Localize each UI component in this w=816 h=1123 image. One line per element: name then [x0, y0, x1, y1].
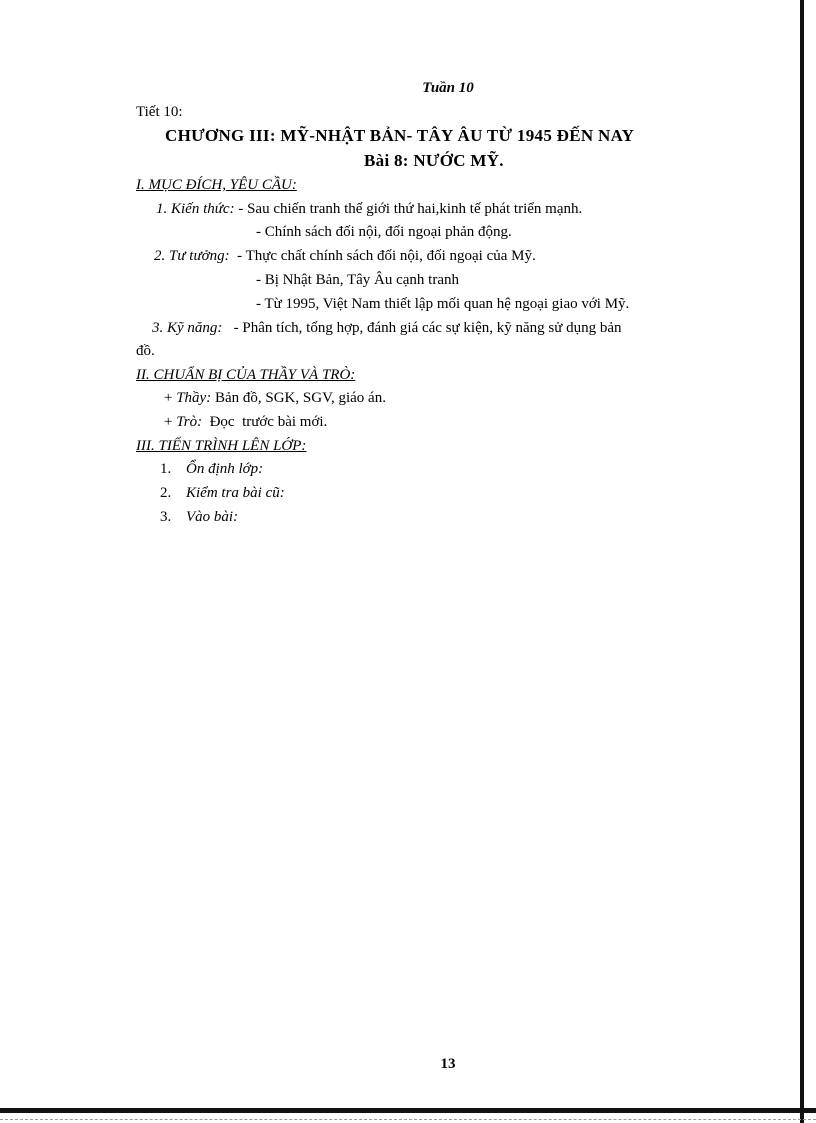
chapter-title: CHƯƠNG III: MỸ-NHẬT BẢN- TÂY ÂU TỪ 1945 ĐẾN NAY: [165, 126, 635, 145]
step-text: Vào bài:: [186, 509, 239, 525]
week-title: Tuần 10: [422, 80, 474, 96]
section-heading-procedure: III. TIẾN TRÌNH LÊN LỚP:: [136, 438, 307, 454]
skill-row-2: đồ.: [136, 343, 155, 359]
procedure-step: [160, 485, 285, 502]
student-prefix: +: [164, 414, 177, 430]
teacher-label: Thầy:: [176, 390, 212, 406]
step-text: Ổn định lớp:: [186, 461, 264, 477]
knowledge-row-1: [156, 201, 582, 218]
step-number: 2.: [160, 485, 172, 501]
page-number: 13: [440, 1056, 456, 1072]
page-bottom-dashed-line: [0, 1119, 816, 1120]
skill-text-1: - Phân tích, tổng hợp, đánh giá các sự kiện, kỹ năng sử dụng bản: [222, 320, 622, 336]
section-heading-preparation: II. CHUẨN BỊ CỦA THẦY VÀ TRÒ:: [136, 367, 356, 383]
thought-text-1: - Thực chất chính sách đối nội, đối ngoại của Mỹ.: [229, 248, 536, 264]
student-text: Đọc trước bài mới.: [202, 414, 328, 430]
step-text: Kiểm tra bài cũ:: [186, 485, 285, 501]
page-bottom-edge: [0, 1108, 816, 1113]
teacher-prep-row: [164, 390, 386, 407]
thought-row-3: - Từ 1995, Việt Nam thiết lập mối quan hệ ngoại giao với Mỹ.: [256, 296, 630, 312]
knowledge-text-1: - Sau chiến tranh thế giới thứ hai,kinh tế phát triển mạnh.: [234, 201, 583, 217]
thought-row-1: [154, 248, 536, 265]
skill-label: 3. Kỹ năng:: [152, 320, 223, 336]
student-label: Trò:: [176, 414, 203, 430]
procedure-step: [160, 509, 238, 526]
period-label: Tiết 10:: [136, 104, 183, 120]
student-prep-row: [164, 414, 327, 431]
thought-label: 2. Tư tưởng:: [154, 248, 230, 264]
teacher-text: Bản đồ, SGK, SGV, giáo án.: [211, 390, 386, 406]
step-number: 1.: [160, 461, 172, 477]
lesson-title: Bài 8: NƯỚC MỸ.: [364, 151, 504, 170]
page-right-edge: [800, 0, 804, 1123]
teacher-prefix: +: [164, 390, 177, 406]
knowledge-label: 1. Kiến thức:: [156, 201, 235, 217]
skill-row-1: [152, 320, 622, 337]
knowledge-row-2: - Chính sách đối nội, đối ngoại phản động.: [256, 224, 512, 240]
procedure-step: [160, 461, 263, 478]
section-heading-purpose: I. MỤC ĐÍCH, YÊU CẦU:: [136, 177, 297, 193]
step-number: 3.: [160, 509, 172, 525]
thought-row-2: - Bị Nhật Bản, Tây Âu cạnh tranh: [256, 272, 460, 288]
